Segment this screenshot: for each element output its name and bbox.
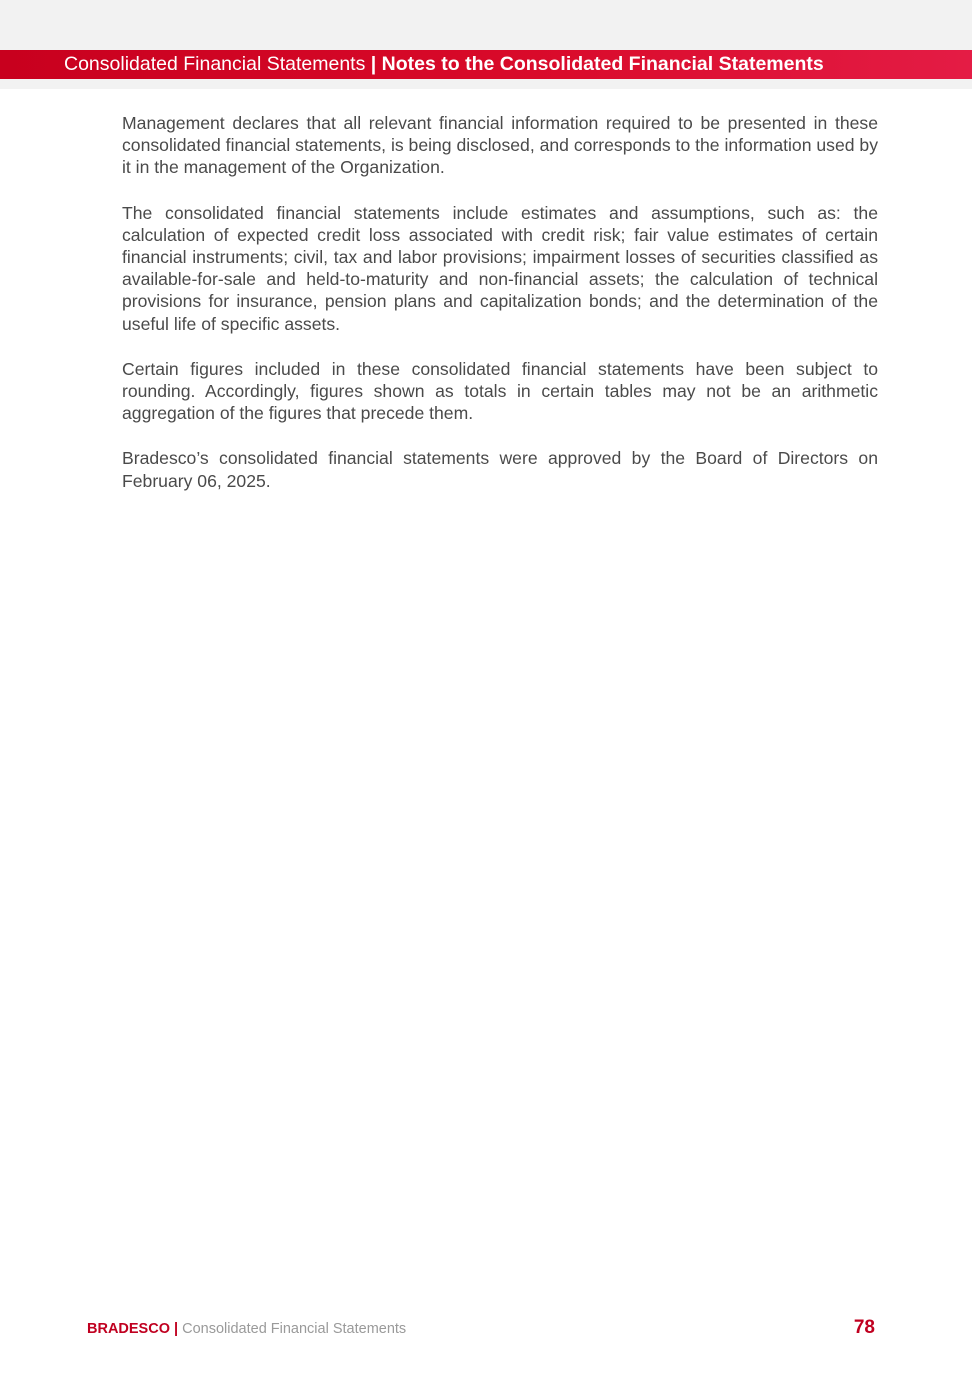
page-footer xyxy=(87,1319,406,1339)
page-header xyxy=(0,50,972,79)
paragraph-approval: Bradesco’s consolidated financial statements were approved by the Board of Directors on February 06, 2025. xyxy=(122,448,878,491)
footer-brand: BRADESCO xyxy=(87,1321,170,1337)
paragraph-estimates-assumptions: The consolidated financial statements include estimates and assumptions, such as: the calculation of expected credit loss associated with credit risk; fair value estimates of certain financial instruments; civil, tax and labor provisions; impairment losses of securities classified as available-for-sale and held-to-maturity and non-financial assets; the calculation of technical provisions for insurance, pension plans and capitalization bonds; and the determination of the useful life of specific assets. xyxy=(122,202,878,334)
header-subsection-title: Notes to the Consolidated Financial Statements xyxy=(381,53,824,75)
header-separator xyxy=(365,50,381,79)
main-content xyxy=(122,112,878,515)
paragraph-management-declaration: Management declares that all relevant financial information required to be presented in these consolidated financial statements, is being disclosed, and corresponds to the information used by it in the management of the Organization. xyxy=(122,113,878,178)
paragraph-rounding: Certain figures included in these consolidated financial statements have been subject to rounding. Accordingly, figures shown as totals in certain tables may not be an arithmetic aggregation of the figures that precede them. xyxy=(122,358,878,424)
header-separator-glyph: | xyxy=(370,53,377,75)
header-section-title: Consolidated Financial Statements xyxy=(64,53,366,75)
page-number: 78 xyxy=(853,1317,875,1338)
footer-document-title: Consolidated Financial Statements xyxy=(182,1321,407,1337)
footer-separator: | xyxy=(174,1321,179,1337)
